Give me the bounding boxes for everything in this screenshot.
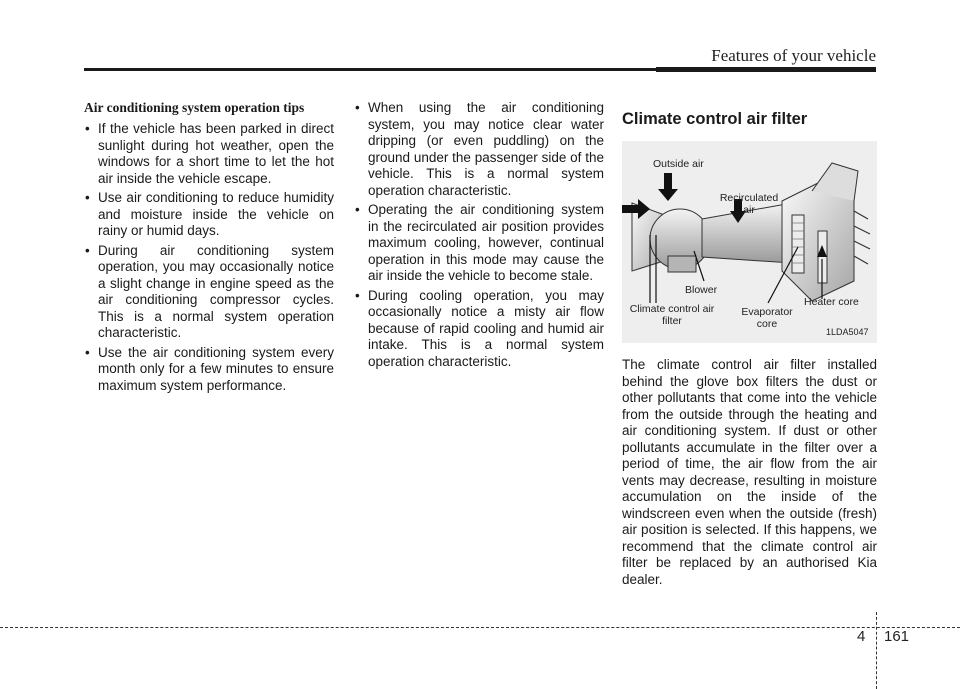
list-item: • Operating the air conditioning system in the recirculated air position provides maximum cooling, however, continual operation in this mode may cause the air inside the vehicle to become stale. — [354, 202, 604, 285]
section-subheading: Air conditioning system operation tips — [84, 100, 305, 115]
middle-column — [354, 100, 604, 373]
climate-control-air-filter-label: Climate control air filter — [629, 303, 715, 327]
blower-label: Blower — [685, 284, 718, 296]
tips-list-continued — [354, 100, 604, 370]
evaporator-core-label: Evaporator core — [741, 306, 793, 330]
filter-description: The climate control air filter installed behind the glove box filters the dust or other pollutants that come into the vehicle from the outside through the heating and air conditioning system. If dust or other pollutants accumulate in the filter over a period of time, the air flow from the air vents may decrease, resulting in moisture accumulation on the inside of the windscreen even when the outside (fresh) air position is selected. If this happens, we recommend that the climate control air filter be replaced by an authorised Kia dealer. — [622, 357, 877, 587]
right-column — [622, 100, 877, 588]
heater-core-label: Heater core — [804, 296, 859, 308]
list-item: • During air conditioning system operation, you may occasionally notice a slight change in engine speed as the air conditioning compressor cycles. This is a normal system operation characteristic. — [84, 243, 334, 342]
diagram-code: 1LDA5047 — [826, 327, 869, 337]
list-item: • Use the air conditioning system every month only for a few minutes to ensure maximum system performance. — [84, 345, 334, 395]
list-item: • Use air conditioning to reduce humidity and moisture inside the vehicle on rainy or humid days. — [84, 190, 334, 240]
footer-dashed-rule — [0, 627, 960, 628]
header-title: Features of your vehicle — [711, 46, 876, 65]
left-column — [84, 100, 334, 397]
recirculated-air-label: Recirculated air — [719, 192, 779, 216]
list-item: • If the vehicle has been parked in direct sunlight during hot weather, open the windows for a short time to let the hot air inside the vehicle escape. — [84, 121, 334, 187]
air-filter-diagram — [622, 141, 877, 343]
page-number: 161 — [884, 628, 910, 645]
tips-list — [84, 121, 334, 394]
section-heading: Climate control air filter — [622, 110, 808, 128]
list-item: • During cooling operation, you may occasionally notice a misty air flow because of rapid cooling and humid air intake. This is a normal system operation characteristic. — [354, 288, 604, 371]
list-item: • When using the air conditioning system, you may notice clear water dripping (or even puddling) on the ground under the passenger side of the vehicle. This is a normal system operation characteristic. — [354, 100, 604, 199]
outside-air-label: Outside air — [653, 158, 704, 170]
footer-vertical-divider — [876, 612, 877, 689]
chapter-number: 4 — [857, 628, 866, 645]
header-rule-accent — [656, 67, 876, 72]
